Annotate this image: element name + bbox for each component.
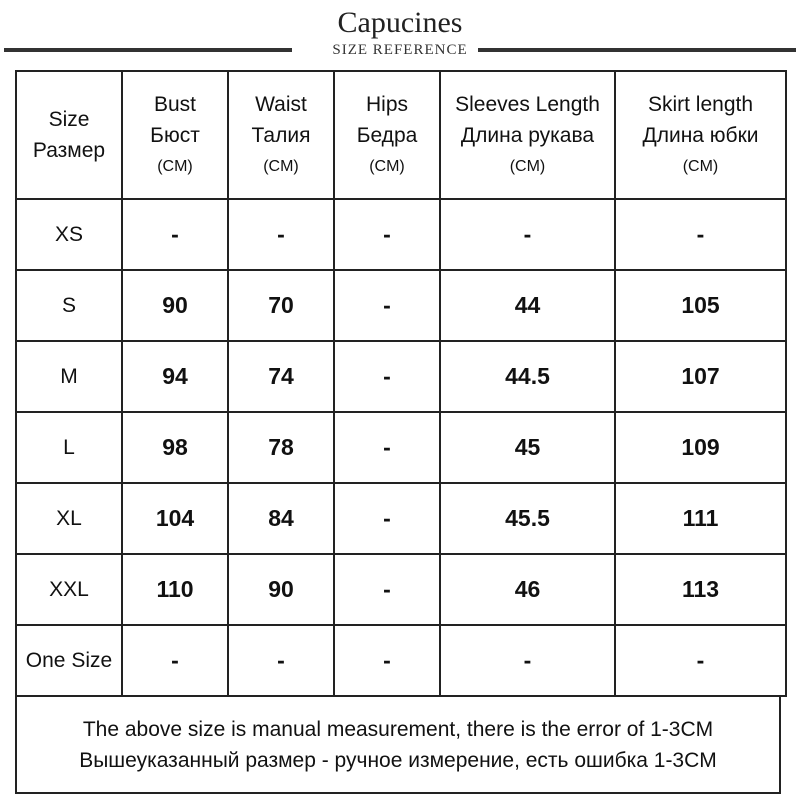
brand-title: Capucines xyxy=(337,6,463,39)
size-cell: M xyxy=(16,341,122,412)
sleeves-cell: - xyxy=(440,625,615,696)
size-table xyxy=(15,70,787,697)
hips-cell: - xyxy=(334,270,440,341)
skirt-cell: - xyxy=(615,625,786,696)
header-label-en: Waist xyxy=(255,92,307,116)
sleeves-cell: 44 xyxy=(440,270,615,341)
waist-cell: 90 xyxy=(228,554,334,625)
header-label-ru: Талия xyxy=(251,123,311,147)
waist-cell: 74 xyxy=(228,341,334,412)
waist-cell: 84 xyxy=(228,483,334,554)
header-skirt-length xyxy=(615,71,786,199)
measurement-note xyxy=(15,696,781,794)
header-size xyxy=(16,71,122,199)
header-bust xyxy=(122,71,228,199)
header-label-ru: Размер xyxy=(32,139,106,162)
header-label-en: Skirt length xyxy=(647,92,754,116)
bust-cell: 98 xyxy=(122,412,228,483)
header-label-en: Size xyxy=(48,108,90,131)
header-unit: (CM) xyxy=(369,157,405,175)
sleeves-cell: 45.5 xyxy=(440,483,615,554)
size-cell: XS xyxy=(16,199,122,270)
skirt-cell: 105 xyxy=(615,270,786,341)
skirt-cell: 111 xyxy=(615,483,786,554)
size-cell: XXL xyxy=(16,554,122,625)
header-unit: (CM) xyxy=(682,157,719,175)
sleeves-cell: 45 xyxy=(440,412,615,483)
hips-cell: - xyxy=(334,199,440,270)
hips-cell: - xyxy=(334,625,440,696)
header-label-en: Bust xyxy=(153,92,197,116)
bust-cell: - xyxy=(122,625,228,696)
sleeves-cell: 46 xyxy=(440,554,615,625)
skirt-cell: 113 xyxy=(615,554,786,625)
waist-cell: - xyxy=(228,625,334,696)
size-cell: S xyxy=(16,270,122,341)
bust-cell: - xyxy=(122,199,228,270)
header-waist xyxy=(228,71,334,199)
header-unit: (CM) xyxy=(263,157,299,175)
bust-cell: 90 xyxy=(122,270,228,341)
size-reference-subtitle: SIZE REFERENCE xyxy=(332,42,468,58)
header-label-en: Hips xyxy=(365,92,408,116)
sleeves-cell: - xyxy=(440,199,615,270)
skirt-cell: 107 xyxy=(615,341,786,412)
table-row xyxy=(16,412,786,483)
size-cell: XL xyxy=(16,483,122,554)
header-unit: (CM) xyxy=(157,157,193,175)
hips-cell: - xyxy=(334,554,440,625)
hips-cell: - xyxy=(334,412,440,483)
waist-cell: - xyxy=(228,199,334,270)
table-row xyxy=(16,270,786,341)
size-cell: L xyxy=(16,412,122,483)
hips-cell: - xyxy=(334,341,440,412)
note-russian: Вышеуказанный размер - ручное измерение, есть ошибка 1-3CM xyxy=(79,749,717,772)
table-row xyxy=(16,483,786,554)
bust-cell: 110 xyxy=(122,554,228,625)
header-row xyxy=(16,71,786,199)
skirt-cell: 109 xyxy=(615,412,786,483)
bust-cell: 94 xyxy=(122,341,228,412)
header-sleeves-length xyxy=(440,71,615,199)
header-label-ru: Длина рукава xyxy=(460,123,595,147)
table-row xyxy=(16,199,786,270)
waist-cell: 78 xyxy=(228,412,334,483)
size-cell: One Size xyxy=(16,625,122,696)
header-unit: (CM) xyxy=(509,157,546,175)
table-row xyxy=(16,341,786,412)
header-hips xyxy=(334,71,440,199)
sleeves-cell: 44.5 xyxy=(440,341,615,412)
header-label-en: Sleeves Length xyxy=(455,92,600,116)
table-row xyxy=(16,554,786,625)
table-row xyxy=(16,625,786,696)
header-label-ru: Бедра xyxy=(356,123,418,147)
bust-cell: 104 xyxy=(122,483,228,554)
header-label-ru: Длина юбки xyxy=(642,123,759,147)
header-label-ru: Бюст xyxy=(150,123,200,147)
hips-cell: - xyxy=(334,483,440,554)
note-english: The above size is manual measurement, there is the error of 1-3CM xyxy=(82,718,714,741)
waist-cell: 70 xyxy=(228,270,334,341)
skirt-cell: - xyxy=(615,199,786,270)
